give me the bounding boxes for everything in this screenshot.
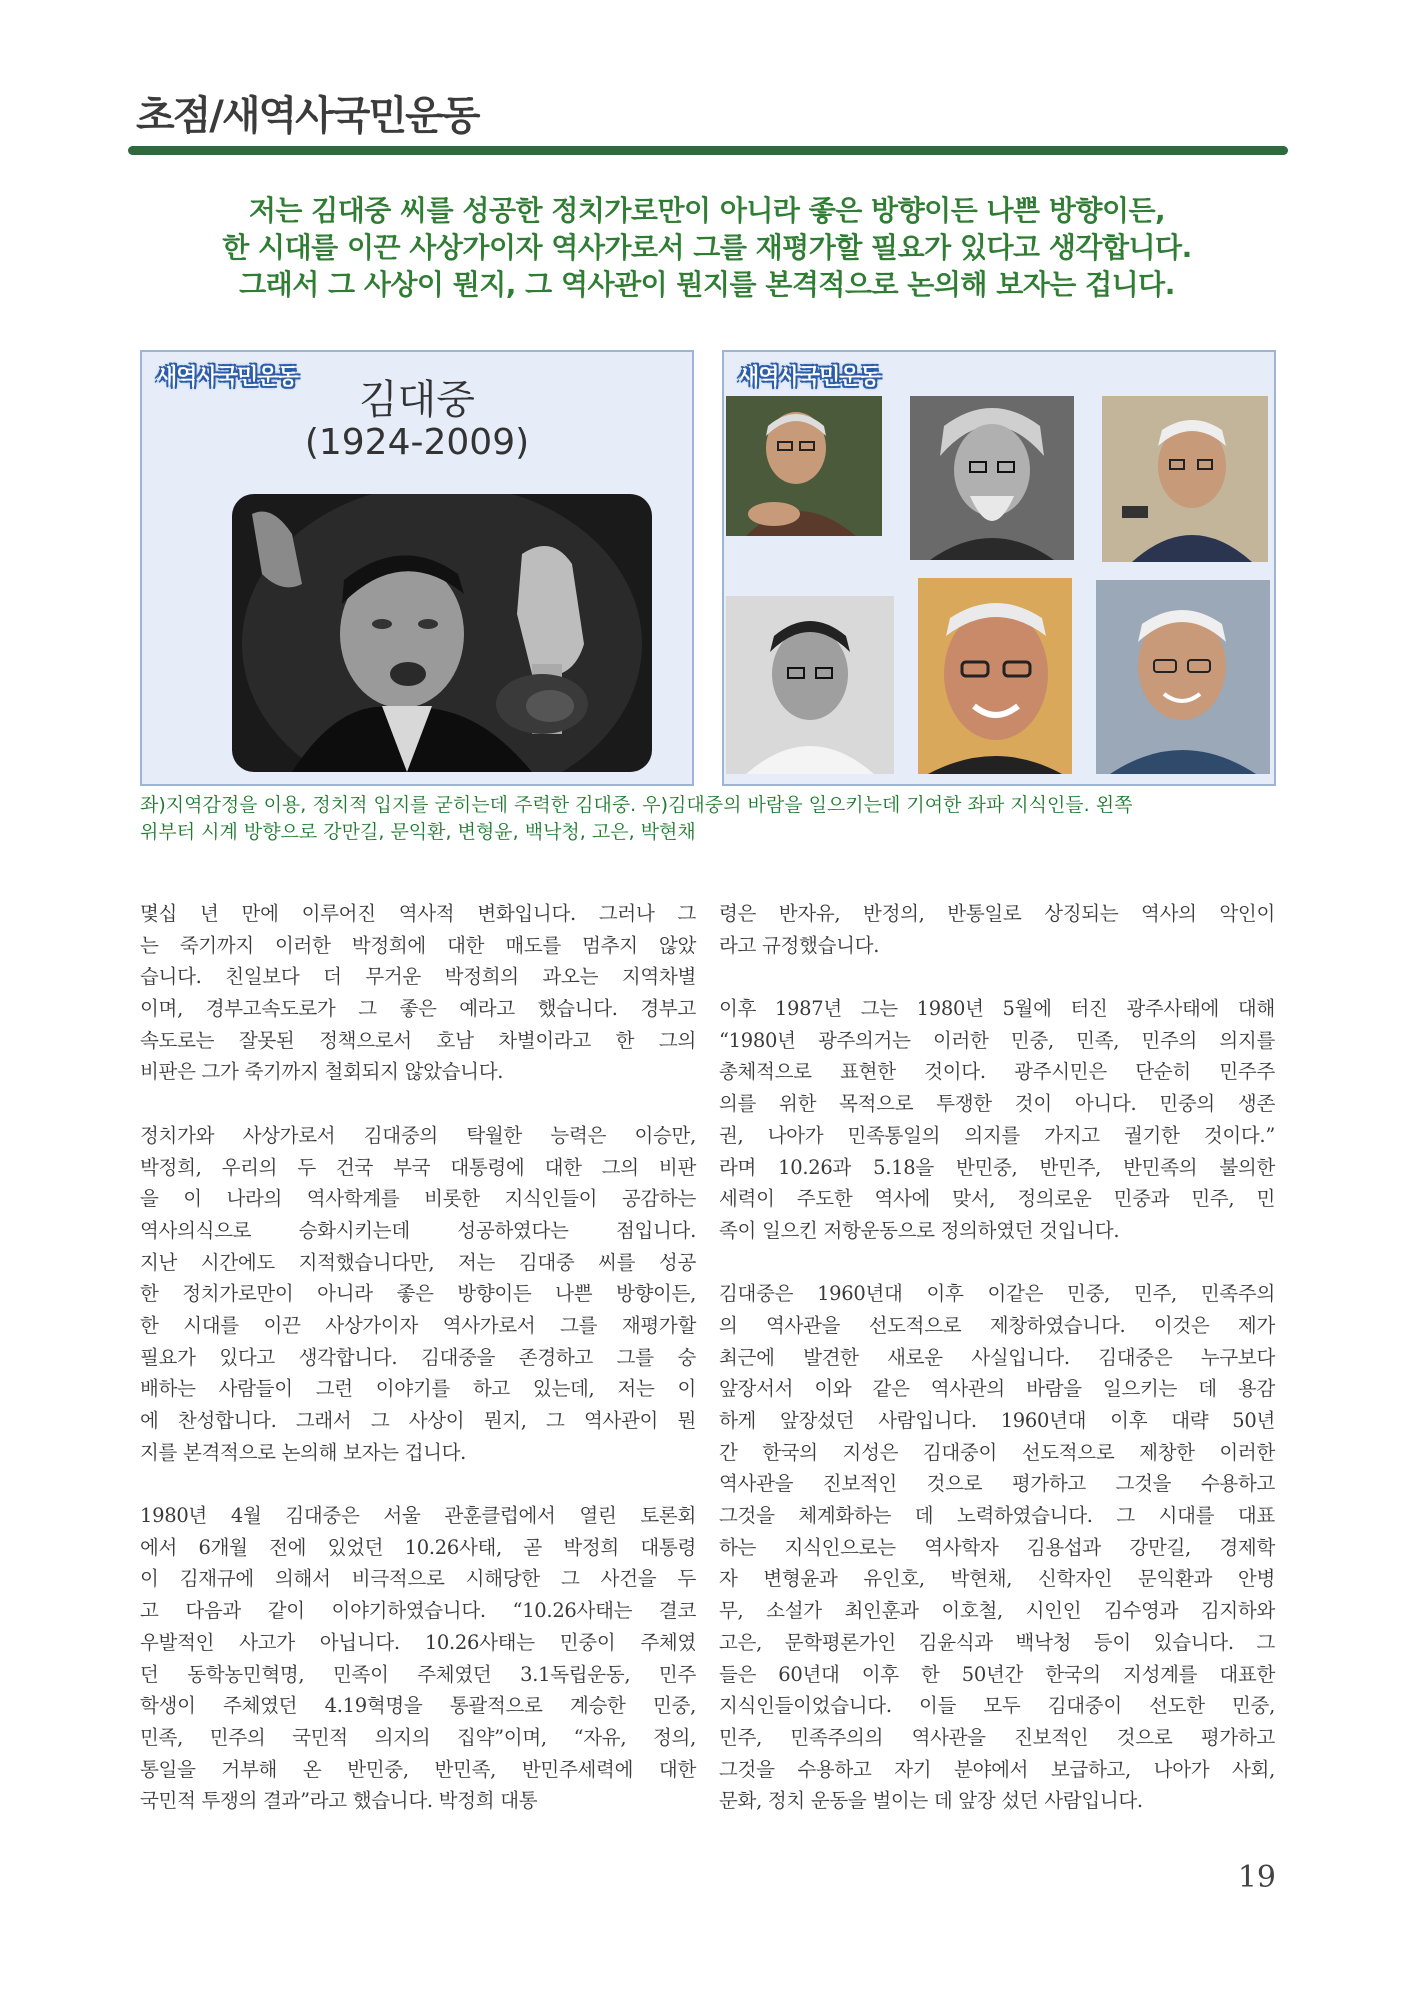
portrait-mun-ik-hwan — [910, 396, 1074, 560]
body-line: 권, 나아가 민족통일의 의지를 가지고 궐기한 것이다.” — [719, 1123, 1275, 1147]
body-line: 김대중은 1960년대 이후 이같은 민중, 민주, 민족주의 — [719, 1282, 1275, 1306]
body-line: 던 동학농민혁명, 민족이 주체였던 3.1독립운동, 민주 — [140, 1662, 696, 1686]
body-line: 문화, 정치 운동을 벌이는 데 앞장 섰던 사람입니다. — [719, 1789, 1143, 1813]
caption-line: 좌)지역감정을 이용, 정치적 입지를 굳히는데 주력한 김대중. 우)김대중의 바람을 일으키는데 기여한 좌파 지식인들. 왼쪽 — [140, 794, 1133, 816]
figure-years: (1924-2009) — [304, 422, 530, 463]
figure-caption — [140, 792, 1280, 846]
body-line: 에 찬성합니다. 그래서 그 사상이 뭔지, 그 역사관이 뭔 — [140, 1409, 696, 1432]
body-line: 비판은 그가 죽기까지 철회되지 않았습니다. — [140, 1060, 504, 1084]
body-line: 속도로는 잘못된 정책으로서 호남 차별이라고 한 그의 — [140, 1028, 696, 1052]
paragraph-gap — [719, 961, 1275, 993]
pull-quote-line: 저는 김대중 씨를 성공한 정치가로만이 아니라 좋은 방향이든 나쁜 방향이든, — [248, 194, 1166, 227]
portrait-baek-nak-cheong — [1096, 580, 1270, 774]
watermark-logo: 새역사국민운동 — [156, 365, 298, 390]
body-line: 라고 규정했습니다. — [719, 933, 880, 957]
body-line: 국민적 투쟁의 결과”라고 했습니다. 박정희 대통 — [140, 1789, 538, 1813]
body-line: 그것을 수용하고 자기 분야에서 보급하고, 나아가 사회, — [719, 1757, 1275, 1781]
body-column-left — [140, 898, 696, 1817]
body-line: 우발적인 사고가 아닙니다. 10.26사태는 민중이 주체였 — [140, 1630, 696, 1654]
body-line: 지식인들이었습니다. 이들 모두 김대중이 선도한 민중, — [719, 1694, 1275, 1718]
body-line: 한 정치가로만이 아니라 좋은 방향이든 나쁜 방향이든, — [140, 1282, 696, 1306]
body-line: 박정희, 우리의 두 건국 부국 대통령에 대한 그의 비판 — [140, 1155, 696, 1179]
caption-line: 위부터 시계 방향으로 강만길, 문익환, 변형윤, 백낙청, 고은, 박현채 — [140, 821, 696, 843]
body-line: 의 역사관을 선도적으로 제창하였습니다. 이것은 제가 — [719, 1313, 1275, 1337]
body-line: 지난 시간에도 지적했습니다만, 저는 김대중 씨를 성공 — [140, 1250, 696, 1274]
portrait-park-hyeon-chae — [726, 596, 894, 774]
body-line: 지를 본격적으로 논의해 보자는 겁니다. — [140, 1440, 467, 1464]
body-line: 간 한국의 지성은 김대중이 선도적으로 제창한 이러한 — [719, 1440, 1275, 1464]
body-line: 의를 위한 목적으로 투쟁한 것이 아니다. 민중의 생존 — [719, 1092, 1275, 1116]
body-line: 들은 60년대 이후 한 50년간 한국의 지성계를 대표한 — [719, 1662, 1275, 1686]
body-line: 고은, 문학평론가인 김윤식과 백낙청 등이 있습니다. 그 — [719, 1630, 1275, 1654]
speech-photo — [232, 494, 652, 772]
watermark-logo: 새역사국민운동 — [738, 365, 880, 390]
figure-name: 김대중 — [359, 377, 475, 423]
body-line: 라며 10.26과 5.18을 반민중, 반민주, 반민족의 불의한 — [719, 1155, 1275, 1179]
pull-quote — [150, 192, 1264, 303]
body-line: 한 시대를 이끈 사상가이자 역사가로서 그를 재평가할 — [140, 1313, 696, 1337]
body-line: 령은 반자유, 반정의, 반통일로 상징되는 역사의 악인이 — [719, 902, 1275, 925]
figure-intellectuals — [722, 350, 1276, 786]
section-title: 초점/새역사국민운동 — [136, 93, 479, 139]
body-line: 에서 6개월 전에 있었던 10.26사태, 곧 박정희 대통령 — [140, 1535, 696, 1559]
body-line: 이 김재규에 의해서 비극적으로 시해당한 그 사건을 두 — [140, 1567, 696, 1591]
body-line: 민주, 민족주의의 역사관을 진보적인 것으로 평가하고 — [719, 1725, 1275, 1749]
portrait-go-eun — [918, 578, 1072, 774]
body-line: 필요가 있다고 생각합니다. 김대중을 존경하고 그를 숭 — [140, 1345, 696, 1369]
paragraph-gap — [719, 1247, 1275, 1279]
body-line: 고 다음과 같이 이야기하였습니다. “10.26사태는 결코 — [140, 1599, 696, 1623]
header-rule — [128, 146, 1288, 155]
body-line: 습니다. 친일보다 더 무거운 박정희의 과오는 지역차별 — [140, 965, 696, 989]
body-line: 배하는 사람들이 그런 이야기를 하고 있는데, 저는 이 — [140, 1377, 696, 1401]
body-line: 그것을 체계화하는 데 노력하였습니다. 그 시대를 대표 — [719, 1504, 1275, 1528]
body-line: “1980년 광주의거는 이러한 민중, 민족, 민주의 의지를 — [719, 1028, 1275, 1052]
body-line: 이후 1987년 그는 1980년 5월에 터진 광주사태에 대해 — [719, 997, 1275, 1021]
body-column-right — [719, 898, 1275, 1817]
body-line: 역사의식으로 승화시키는데 성공하였다는 점입니다. — [140, 1218, 696, 1242]
body-line: 하게 앞장섰던 사람입니다. 1960년대 이후 대략 50년 — [719, 1409, 1275, 1432]
body-line: 총체적으로 표현한 것이다. 광주시민은 단순히 민주주 — [719, 1060, 1275, 1084]
body-line: 몇십 년 만에 이루어진 역사적 변화입니다. 그러나 그 — [140, 902, 696, 925]
body-line: 민족, 민주의 국민적 의지의 집약”이며, “자유, 정의, — [140, 1725, 696, 1749]
portrait-kang-man-gil — [726, 396, 882, 536]
body-line: 이며, 경부고속도로가 그 좋은 예라고 했습니다. 경부고 — [140, 997, 696, 1021]
figure-kim-daejung — [140, 350, 694, 786]
paragraph-gap — [140, 1468, 696, 1500]
body-line: 족이 일으킨 저항운동으로 정의하였던 것입니다. — [719, 1218, 1120, 1242]
body-line: 자 변형윤과 유인호, 박현채, 신학자인 문익환과 안병 — [719, 1567, 1275, 1591]
pull-quote-line: 그래서 그 사상이 뭔지, 그 역사관이 뭔지를 본격적으로 논의해 보자는 겁니다. — [239, 268, 1175, 301]
body-line: 역사관을 진보적인 것으로 평가하고 그것을 수용하고 — [719, 1472, 1275, 1496]
portrait-byeon-hyeong-yun — [1102, 396, 1268, 562]
paragraph-gap — [140, 1088, 696, 1120]
body-line: 는 죽기까지 이러한 박정희에 대한 매도를 멈추지 않았 — [140, 933, 696, 957]
body-line: 앞장서서 이와 같은 역사관의 바람을 일으키는 데 용감 — [719, 1377, 1275, 1401]
page-number: 19 — [1237, 1860, 1276, 1895]
body-line: 을 이 나라의 역사학계를 비롯한 지식인들이 공감하는 — [140, 1187, 696, 1211]
body-line: 무, 소설가 최인훈과 이호철, 시인인 김수영과 김지하와 — [719, 1599, 1275, 1623]
pull-quote-line: 한 시대를 이끈 사상가이자 역사가로서 그를 재평가할 필요가 있다고 생각합니다. — [222, 231, 1192, 264]
body-line: 통일을 거부해 온 반민중, 반민족, 반민주세력에 대한 — [140, 1757, 696, 1781]
body-line: 하는 지식인으로는 역사학자 김용섭과 강만길, 경제학 — [719, 1535, 1275, 1559]
body-line: 학생이 주체였던 4.19혁명을 통괄적으로 계승한 민중, — [140, 1694, 696, 1718]
body-line: 1980년 4월 김대중은 서울 관훈클럽에서 열린 토론회 — [140, 1504, 696, 1528]
body-line: 정치가와 사상가로서 김대중의 탁월한 능력은 이승만, — [140, 1123, 696, 1147]
body-line: 세력이 주도한 역사에 맞서, 정의로운 민중과 민주, 민 — [719, 1187, 1275, 1211]
body-line: 최근에 발견한 새로운 사실입니다. 김대중은 누구보다 — [719, 1345, 1275, 1369]
